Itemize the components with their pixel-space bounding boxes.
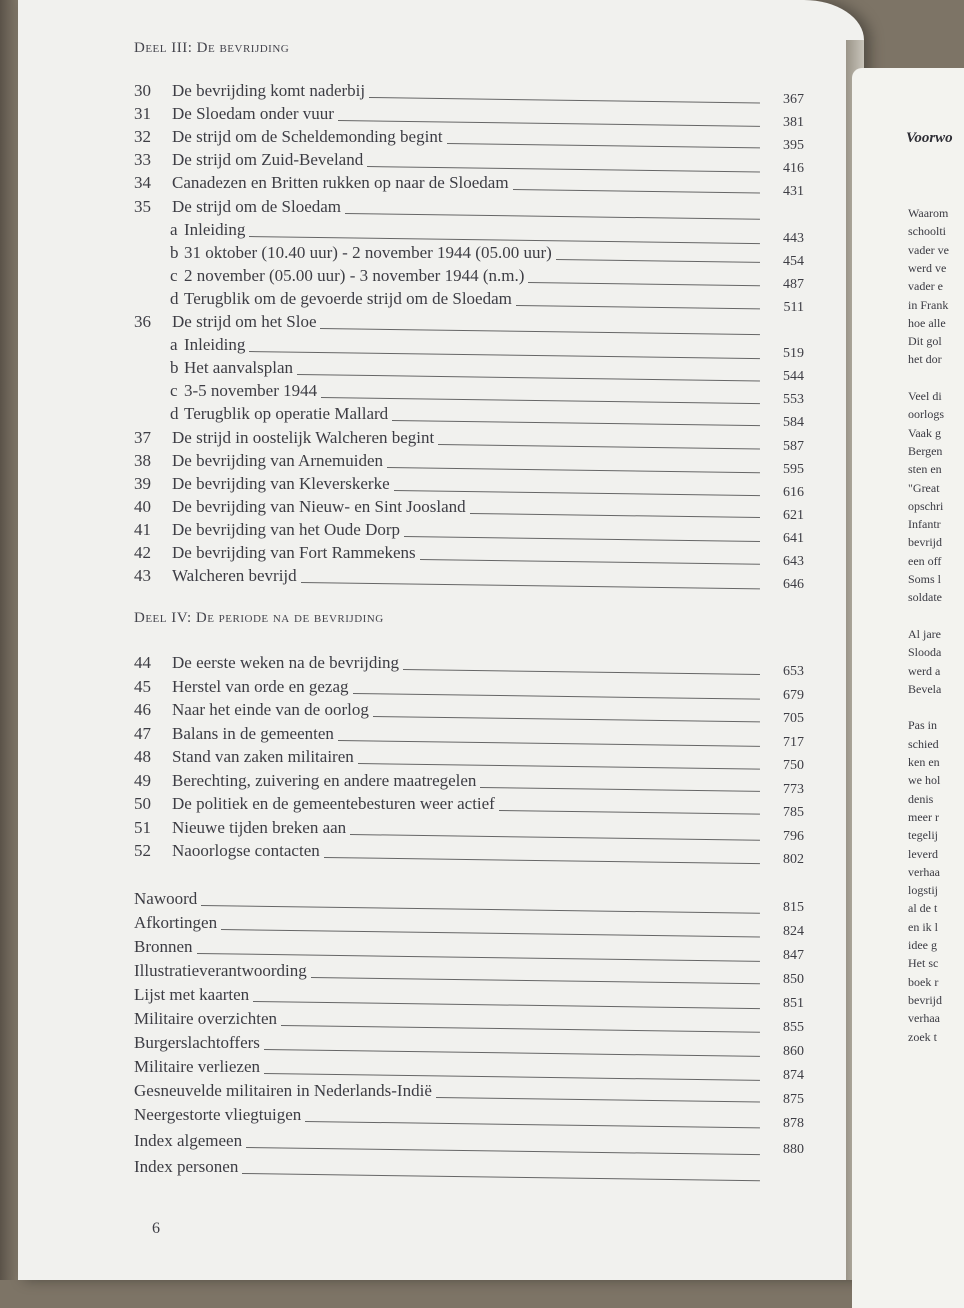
right-page-line: Veel di bbox=[908, 389, 942, 403]
right-page-line: vader e bbox=[908, 279, 943, 294]
toc-entry-title: 2 november (05.00 uur) - 3 november 1944 (n.m.) bbox=[184, 265, 525, 285]
toc-entry-number: 30 bbox=[134, 81, 151, 100]
toc-entry-page: 880 bbox=[783, 1142, 804, 1157]
toc-entry-page: 511 bbox=[783, 299, 804, 315]
right-page-line: Het sc bbox=[908, 956, 939, 971]
right-page-line: idee g bbox=[908, 938, 937, 952]
toc-entry-page: 796 bbox=[783, 828, 804, 844]
right-page-line: Bergen bbox=[908, 443, 943, 458]
toc-entry-title: De bevrijding van Kleverskerke bbox=[172, 473, 390, 493]
toc-entry-title: De strijd om het Sloe bbox=[172, 312, 317, 331]
right-page-line: schoolti bbox=[908, 224, 946, 239]
toc-entry-title: Afkortingen bbox=[134, 913, 218, 932]
right-page-line: soldate bbox=[908, 590, 942, 605]
toc-entry-title: Neergestorte vliegtuigen bbox=[134, 1105, 302, 1124]
toc-entry-page: 643 bbox=[783, 554, 804, 569]
toc-entry-title: De bevrijding van Fort Rammekens bbox=[172, 543, 416, 562]
toc-entry-number: 35 bbox=[134, 196, 151, 216]
toc-entry-number: 37 bbox=[134, 427, 151, 447]
toc-entry-page: 679 bbox=[783, 687, 804, 703]
toc-entry-title: De bevrijding van Arnemuiden bbox=[172, 450, 384, 470]
toc-entry-page: 487 bbox=[783, 276, 804, 292]
toc-entry-title: Militaire verliezen bbox=[134, 1057, 261, 1076]
toc-entry-page: 878 bbox=[783, 1116, 804, 1131]
toc-entry-page: 851 bbox=[783, 996, 804, 1011]
toc-entry bbox=[134, 770, 790, 792]
toc-entry-page: 431 bbox=[783, 184, 804, 200]
right-page-line: werd ve bbox=[908, 260, 947, 275]
toc-entry-title: De bevrijding van het Oude Dorp bbox=[172, 519, 401, 539]
toc-entry-page: 367 bbox=[783, 92, 804, 107]
toc-entry bbox=[134, 888, 790, 910]
toc-entry-title: Canadezen en Britten rukken op naar de Sloedam bbox=[172, 173, 509, 193]
toc-entry-page: 584 bbox=[783, 415, 804, 431]
toc-entry-page: 785 bbox=[783, 805, 804, 820]
toc-entry-page: 875 bbox=[783, 1092, 804, 1107]
right-page-line: Slooda bbox=[908, 645, 942, 660]
toc-entry-page: 850 bbox=[783, 972, 804, 987]
toc-entry bbox=[134, 793, 790, 815]
right-page-line: leverd bbox=[908, 846, 938, 861]
toc-entry-page: 416 bbox=[783, 161, 804, 177]
section-header-part-4: Deel IV: De periode na de bevrijding bbox=[134, 610, 384, 626]
toc-entry-number: b bbox=[170, 358, 179, 378]
right-page-line: "Great bbox=[908, 480, 940, 495]
right-page-line: denis bbox=[908, 791, 934, 806]
toc-entry-page: 773 bbox=[783, 781, 804, 797]
right-page-line: werd a bbox=[908, 663, 941, 678]
toc-entry-number: 52 bbox=[134, 841, 151, 860]
right-page-line: hoe alle bbox=[908, 315, 946, 330]
toc-entry-number: 32 bbox=[134, 127, 151, 147]
toc-entry bbox=[134, 1080, 790, 1102]
toc-entry bbox=[170, 219, 790, 241]
right-page-heading: Voorwo bbox=[906, 130, 953, 146]
toc-entry-number: 34 bbox=[134, 173, 151, 193]
toc-entry-number: 38 bbox=[134, 450, 151, 470]
right-page-line: Bevela bbox=[908, 681, 942, 696]
toc-entry-title: Bronnen bbox=[134, 937, 193, 956]
toc-entry-title: De bevrijding van Nieuw- en Sint Joosland bbox=[172, 496, 466, 516]
toc-entry-number: 40 bbox=[134, 496, 151, 516]
right-page-line: tegelij bbox=[908, 828, 938, 843]
toc-entry-page: 544 bbox=[783, 369, 804, 385]
toc-entry-number: c bbox=[170, 265, 178, 285]
toc-entry-page: 717 bbox=[783, 734, 804, 750]
right-page-line: al de t bbox=[908, 901, 938, 916]
toc-entry-title: Naar het einde van de oorlog bbox=[172, 700, 369, 719]
toc-entry-title: De eerste weken na de bevrijding bbox=[172, 653, 400, 672]
right-page-line: vader ve bbox=[908, 242, 949, 257]
toc-entry-page: 705 bbox=[783, 711, 804, 726]
toc-entry-number: 44 bbox=[134, 653, 151, 672]
right-page-line: we hol bbox=[908, 773, 941, 788]
toc-entry-title: Herstel van orde en gezag bbox=[172, 676, 349, 696]
toc-entry-title: Terugblik op operatie Mallard bbox=[184, 404, 389, 424]
right-page-line: Pas in bbox=[908, 718, 938, 733]
right-page-line: Soms l bbox=[908, 572, 942, 586]
toc-entry bbox=[134, 1130, 790, 1152]
toc-entry-number: 46 bbox=[134, 700, 151, 719]
toc-entry-title: Index algemeen bbox=[134, 1131, 243, 1150]
toc-entry-title: Walcheren bevrijd bbox=[172, 566, 297, 586]
toc-entry bbox=[134, 1056, 790, 1078]
toc-entry-number: 51 bbox=[134, 817, 151, 837]
toc-entry-page: 553 bbox=[783, 392, 804, 408]
right-page-line: opschri bbox=[908, 498, 944, 513]
toc-entry-number: 33 bbox=[134, 150, 151, 170]
toc-entry-page: 874 bbox=[783, 1068, 804, 1083]
toc-entry bbox=[170, 334, 790, 356]
toc-entry bbox=[134, 542, 790, 564]
toc-entry-page: 847 bbox=[783, 948, 804, 963]
toc-entry-number: 31 bbox=[134, 104, 151, 124]
toc-entry-number: 50 bbox=[134, 794, 151, 813]
toc-entry-title: Militaire overzichten bbox=[134, 1009, 278, 1028]
right-page-line: en ik l bbox=[908, 919, 938, 934]
right-page-line: in Frank bbox=[908, 297, 949, 312]
toc-entry bbox=[134, 1156, 790, 1178]
toc-entry-title: Balans in de gemeenten bbox=[172, 723, 334, 743]
toc-entry bbox=[134, 984, 790, 1006]
toc-entry-number: b bbox=[170, 242, 179, 262]
right-page-line: bevrijd bbox=[908, 992, 942, 1007]
toc-entry-title: Gesneuvelde militairen in Nederlands-Indië bbox=[134, 1081, 432, 1100]
right-page-line: Vaak g bbox=[908, 425, 941, 440]
toc-entry-page: 381 bbox=[783, 115, 804, 131]
toc-entry-page: 750 bbox=[783, 758, 804, 773]
toc-entry-page: 616 bbox=[783, 484, 804, 500]
toc-entry bbox=[134, 936, 790, 958]
toc-entry-number: c bbox=[170, 381, 178, 401]
right-page-line: ken en bbox=[908, 755, 940, 769]
right-page-line: Waarom bbox=[908, 206, 949, 220]
toc-entry-number: 39 bbox=[134, 473, 151, 493]
right-page-line: schied bbox=[908, 736, 939, 751]
page-number: 6 bbox=[152, 1220, 160, 1237]
toc-entry-title: Stand van zaken militairen bbox=[172, 747, 354, 766]
toc-entry-title: Index personen bbox=[134, 1157, 239, 1176]
right-page-line: verhaa bbox=[908, 1011, 940, 1026]
toc-entry-page: 653 bbox=[783, 664, 804, 679]
toc-entry-title: Illustratieverantwoording bbox=[134, 961, 307, 980]
toc-entry bbox=[134, 912, 790, 934]
toc-entry-page: 443 bbox=[783, 230, 804, 246]
toc-entry-page: 395 bbox=[783, 138, 804, 154]
toc-entry-number: d bbox=[170, 288, 179, 308]
toc-entry-title: Terugblik om de gevoerde strijd om de Sloedam bbox=[184, 288, 512, 308]
toc-entry-page: 595 bbox=[783, 461, 804, 477]
right-page-line: het dor bbox=[908, 352, 942, 367]
toc-entry-title: De strijd in oostelijk Walcheren begint bbox=[172, 427, 435, 447]
right-page-line: Infantr bbox=[908, 517, 941, 532]
right-page-line: bevrijd bbox=[908, 535, 942, 550]
toc-entry-title: De strijd om Zuid-Beveland bbox=[172, 150, 364, 170]
toc-entry-number: d bbox=[170, 404, 179, 424]
right-page-line: logstij bbox=[908, 883, 939, 898]
toc-entry-page: 621 bbox=[783, 507, 804, 523]
toc-entry-title: 3-5 november 1944 bbox=[184, 381, 318, 401]
toc-entry-title: De bevrijding komt naderbij bbox=[172, 81, 366, 100]
toc-entry-title: Burgerslachtoffers bbox=[134, 1033, 260, 1052]
toc-entry-title: Naoorlogse contacten bbox=[172, 841, 320, 860]
toc-entry-number: 48 bbox=[134, 747, 151, 766]
toc-entry-number: 45 bbox=[134, 676, 151, 696]
toc-entry-number: 49 bbox=[134, 770, 151, 790]
toc-entry bbox=[134, 496, 790, 518]
toc-entry-title: De politiek en de gemeentebesturen weer actief bbox=[172, 794, 495, 813]
right-page-line: meer r bbox=[908, 809, 939, 824]
section-header-part-3: Deel III: De bevrijding bbox=[134, 40, 290, 56]
toc-entry-number: a bbox=[170, 335, 178, 355]
toc-entry-page: 855 bbox=[783, 1020, 804, 1035]
toc-entry bbox=[134, 126, 790, 148]
toc-entry-page: 802 bbox=[783, 852, 804, 867]
toc-entry-number: 36 bbox=[134, 312, 151, 331]
toc-entry-page: 824 bbox=[783, 924, 804, 939]
right-page-line: oorlogs bbox=[908, 407, 944, 422]
toc-entry-page: 454 bbox=[783, 253, 804, 269]
toc-entry-page: 860 bbox=[783, 1044, 804, 1059]
toc-entry bbox=[134, 1032, 790, 1054]
toc-entry-title: Nieuwe tijden breken aan bbox=[172, 817, 347, 837]
toc-entry-page: 646 bbox=[783, 577, 804, 593]
toc-entry-page: 815 bbox=[783, 900, 804, 915]
right-page-line: Al jare bbox=[908, 626, 941, 641]
toc-entry-title: Nawoord bbox=[134, 889, 198, 908]
toc-entry-number: a bbox=[170, 219, 178, 239]
toc-entry-number: 42 bbox=[134, 543, 151, 562]
toc-entry-page: 641 bbox=[783, 530, 804, 546]
toc-entry-title: Berechting, zuivering en andere maatregelen bbox=[172, 770, 477, 790]
toc-entry-number: 47 bbox=[134, 723, 151, 743]
right-page-line: een off bbox=[908, 553, 942, 568]
right-page-line: verhaa bbox=[908, 864, 940, 879]
toc-entry-title: Inleiding bbox=[184, 219, 246, 239]
right-page-line: zoek t bbox=[908, 1029, 937, 1044]
toc-entry-number: 41 bbox=[134, 519, 151, 539]
toc-entry-number: 43 bbox=[134, 566, 151, 586]
toc-entry-title: De strijd om de Scheldemonding begint bbox=[172, 127, 443, 147]
right-page-line: sten en bbox=[908, 462, 942, 477]
right-page-line: Dit gol bbox=[908, 334, 942, 349]
toc-entry-title: De strijd om de Sloedam bbox=[172, 196, 342, 216]
toc-entry-title: Lijst met kaarten bbox=[134, 985, 250, 1004]
right-page-line: boek r bbox=[908, 974, 939, 989]
toc-entry-page: 587 bbox=[783, 438, 804, 454]
toc-entry-title: De Sloedam onder vuur bbox=[172, 104, 334, 124]
toc-entry-page: 519 bbox=[783, 346, 804, 362]
toc-entry-title: 31 oktober (10.40 uur) - 2 november 1944 (05.00 uur) bbox=[184, 242, 552, 262]
toc-entry-title: Inleiding bbox=[184, 335, 246, 355]
toc-entry-title: Het aanvalsplan bbox=[184, 358, 294, 378]
